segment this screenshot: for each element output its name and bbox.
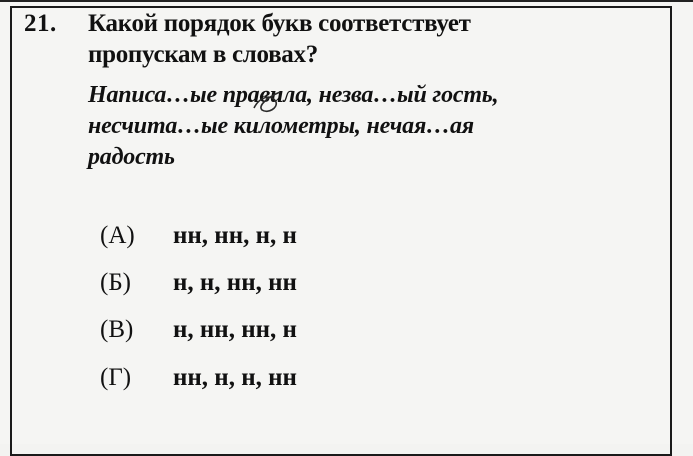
task-words-line-1: Написа…ые правила, незва…ый гость,: [88, 82, 499, 108]
option-letter: (В): [100, 316, 134, 343]
option-answer: нн, нн, н, н: [173, 222, 297, 249]
option-answer: н, нн, нн, н: [173, 316, 297, 343]
option-answer: н, н, нн, нн: [173, 269, 297, 296]
option-answer: нн, н, н, нн: [173, 364, 297, 391]
task-words: [88, 80, 608, 173]
option-letter: (Б): [100, 269, 132, 296]
answer-option-v[interactable]: [100, 316, 297, 344]
answer-option-a[interactable]: [100, 222, 297, 250]
option-letter: (А): [100, 222, 135, 249]
pen-scribble-mark: [250, 86, 290, 126]
option-letter: (Г): [100, 364, 132, 391]
task-words-line-2: несчита…ые километры, нечая…ая: [88, 113, 474, 139]
answer-option-b[interactable]: [100, 269, 297, 297]
question-line-2: пропускам в словах?: [88, 41, 318, 68]
top-rule: [0, 0, 693, 2]
task-words-line-3: радость: [88, 144, 175, 170]
answer-option-g[interactable]: [100, 364, 297, 392]
question-number: 21.: [24, 10, 57, 37]
question-line-1: Какой порядок букв соответствует: [88, 10, 471, 37]
question-text: [88, 8, 628, 70]
